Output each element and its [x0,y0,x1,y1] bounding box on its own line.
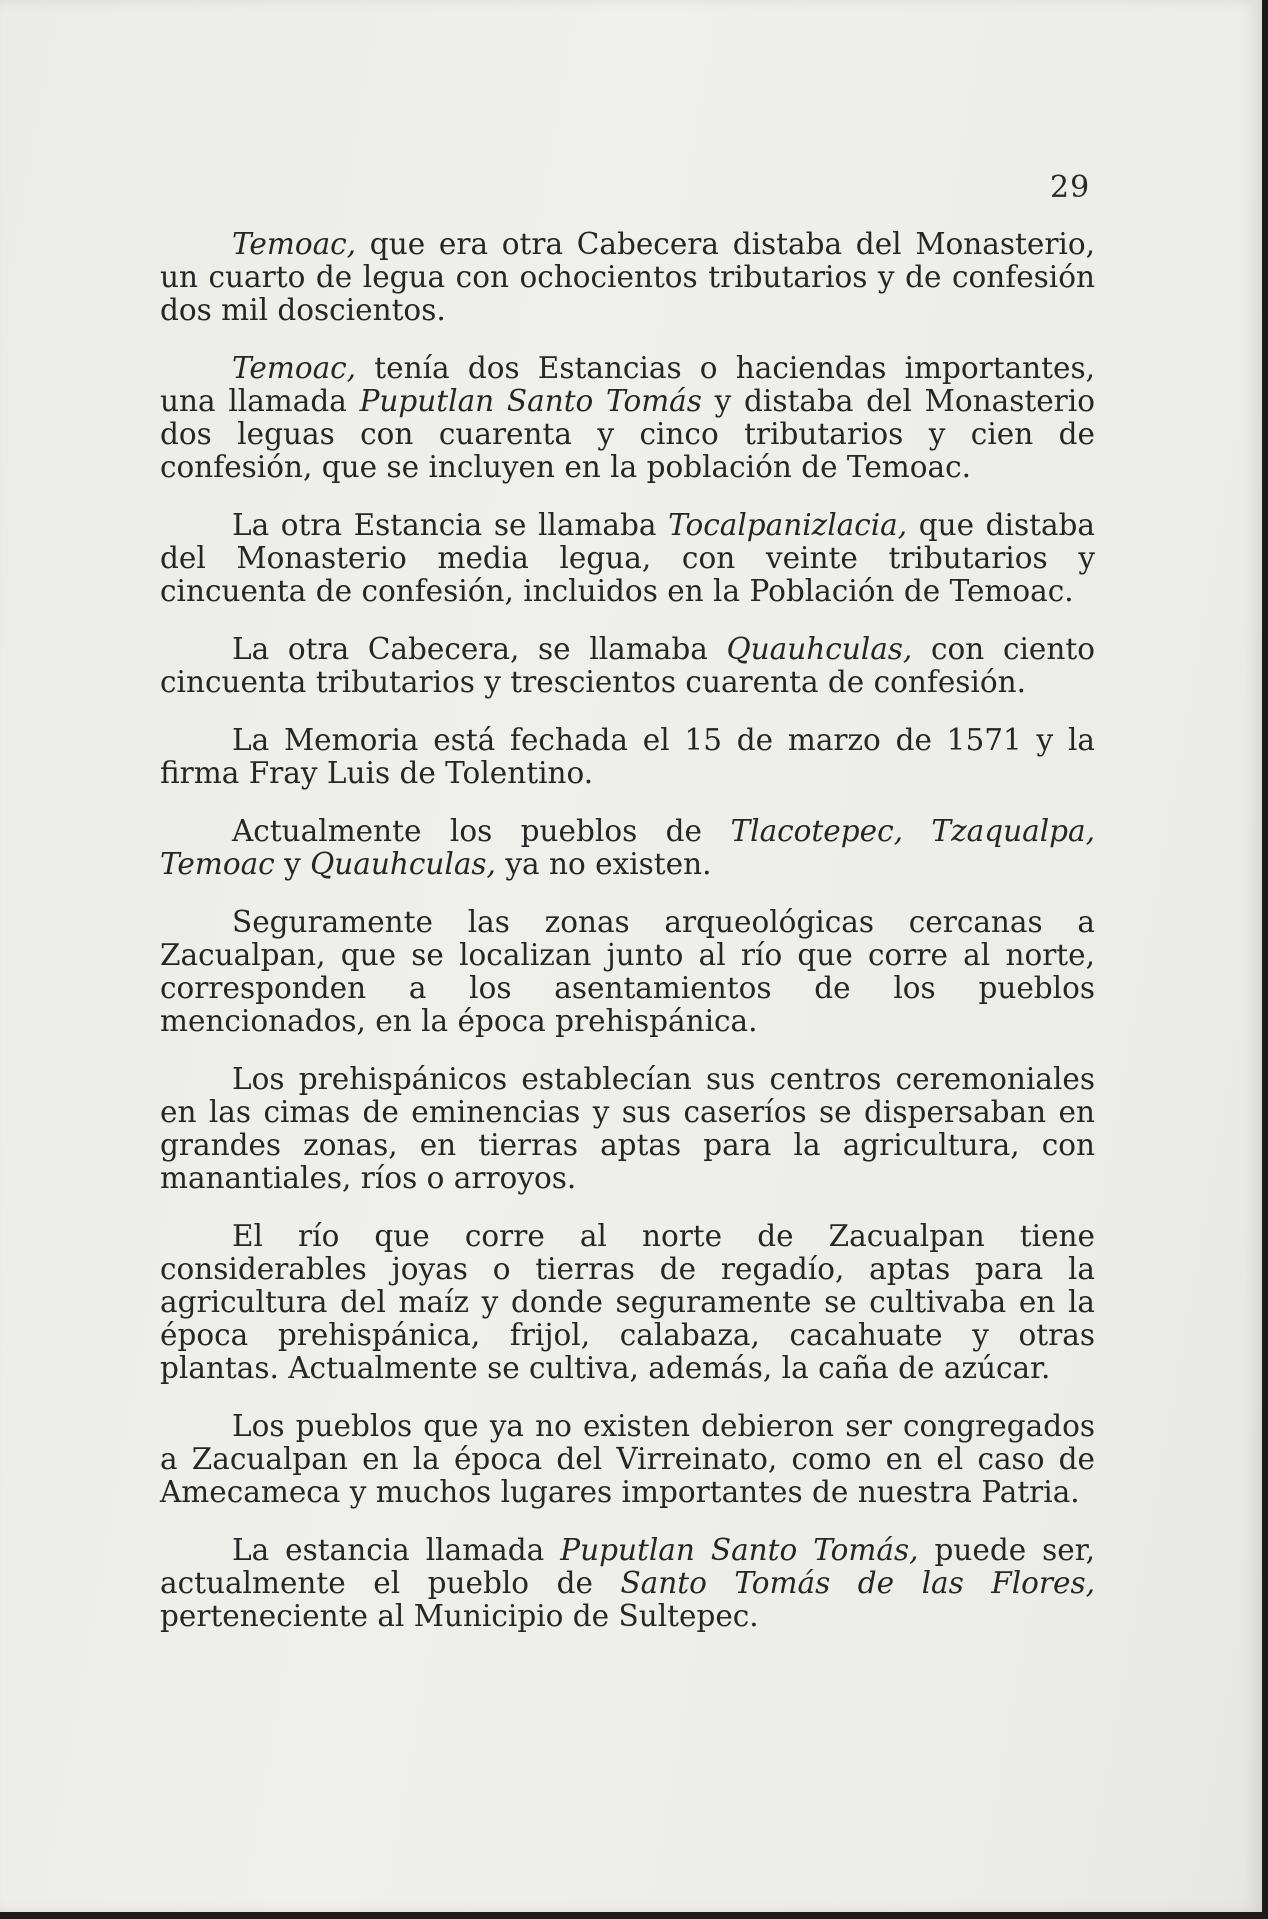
paragraph [160,352,1095,484]
text-segment: puede ser, actualmente el pueblo de [160,1533,1095,1600]
text-segment: La estancia llamada [232,1533,561,1567]
text-segment: y [274,847,311,881]
paragraph [160,1534,1095,1633]
paragraph [160,815,1095,881]
paragraph [160,724,1095,790]
paragraph [160,1063,1095,1195]
text-segment: que distaba del Monasterio media legua, con veinte tributarios y cincuenta de confesión, incluidos en la Población de Temoac. [160,508,1095,608]
text-segment: ya no existen. [495,847,712,881]
italic-text-segment: Quauhculas, [310,847,496,881]
paragraph [160,509,1095,608]
text-segment: tenía dos Estancias o haciendas importantes, una llamada [160,351,1095,418]
paragraph [160,228,1095,327]
text-segment: y distaba del Monasterio dos leguas con cuarenta y cinco tributarios y cien de confesión, que se incluyen en la población de Temoac. [160,384,1095,484]
italic-text-segment: Temoac, [232,227,357,261]
italic-text-segment: Puputlan Santo Tomás, [560,1533,919,1567]
italic-text-segment: Tlacotepec, Tzaqualpa, Temoac [160,814,1095,881]
italic-text-segment: Tocalpanizlacia, [668,508,908,542]
text-segment: La Memoria está fechada el 15 de marzo de 1571 y la firma Fray Luis de Tolentino. [160,723,1095,790]
text-segment: Los prehispánicos establecían sus centros ceremoniales en las cimas de eminencias y sus caseríos se dispersaban en grandes zonas, en tierras aptas para la agricultura, con manantiales, ríos o arroyos. [160,1062,1095,1195]
text-segment: La otra Estancia se llamaba [232,508,669,542]
italic-text-segment: Puputlan Santo Tomás [359,384,702,418]
text-segment: Los pueblos que ya no existen debieron ser congregados a Zacualpan en la época del Virreinato, como en el caso de Amecameca y muchos lugares importantes de nuestra Patria. [160,1409,1095,1509]
italic-text-segment: Santo Tomás de las Flores, [620,1566,1095,1600]
paragraph [160,1220,1095,1385]
text-segment: El río que corre al norte de Zacualpan tiene considerables joyas o tierras de regadío, aptas para la agricultura del maíz y donde seguramente se cultivaba en la época prehispánica, frijol, calabaza, cacahuate y otras plantas. Actualmente se cultiva, además, la caña de azúcar. [160,1219,1095,1385]
paragraph [160,1410,1095,1509]
paragraph [160,906,1095,1038]
body-text [160,228,1095,1658]
italic-text-segment: Temoac, [232,351,357,385]
text-segment: La otra Cabecera, se llamaba [232,632,727,666]
text-segment: con ciento cincuenta tributarios y trescientos cuarenta de confesión. [160,632,1095,699]
text-segment: que era otra Cabecera distaba del Monasterio, un cuarto de legua con ochocientos tributarios y de confesión dos mil doscientos. [160,227,1095,327]
text-segment: perteneciente al Municipio de Sultepec. [160,1599,759,1633]
page-number: 29 [1050,170,1091,205]
text-segment: Actualmente los pueblos de [232,814,731,848]
text-segment: Seguramente las zonas arqueológicas cercanas a Zacualpan, que se localizan junto al río que corre al norte, corresponden a los asentamientos de los pueblos mencionados, en la época prehispánica. [160,905,1095,1038]
italic-text-segment: Quauhculas, [726,632,913,666]
paragraph [160,633,1095,699]
